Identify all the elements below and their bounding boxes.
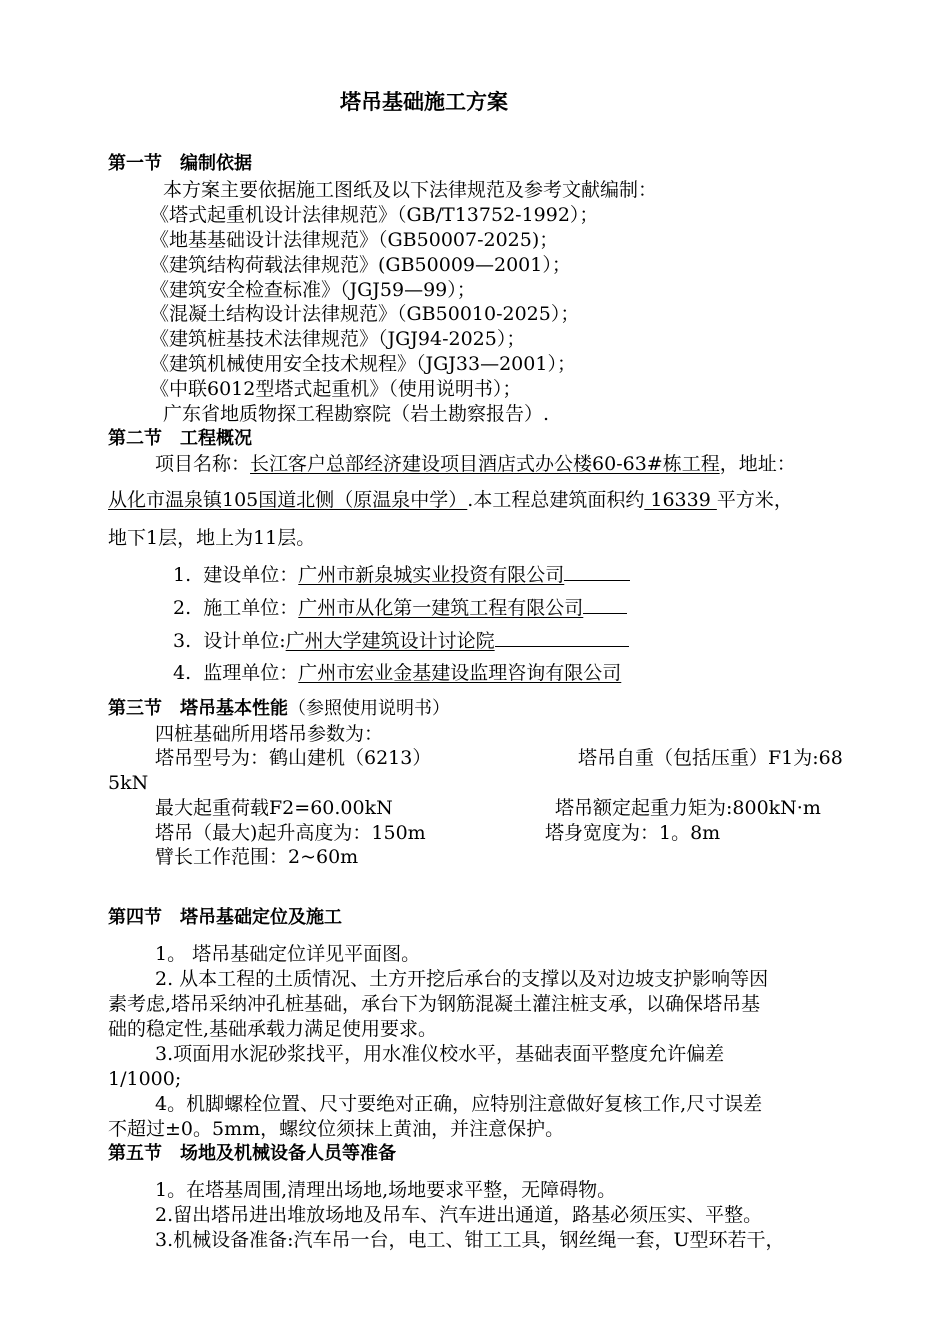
section-5-heading: 第五节 场地及机械设备人员等准备 <box>108 1143 396 1164</box>
unit-label: 建设单位： <box>203 564 299 586</box>
paragraph-line: 1。 塔吊基础定位详见平面图。 <box>155 943 421 965</box>
area-prefix: .本工程总建筑面积约 <box>467 489 645 511</box>
section-1-intro: 本方案主要依据施工图纸及以下法律规范及参考文献编制： <box>163 179 658 201</box>
reference-item: 《地基基础设计法律规范》（GB50007-2025)； <box>150 229 559 251</box>
paragraph-line: 不超过±0。5mm，螺纹位须抹上黄油，并注意保护。 <box>108 1118 565 1140</box>
paragraph-line: 础的稳定性,基础承载力满足使用要求。 <box>108 1018 438 1040</box>
unit-number: 1. <box>173 564 192 586</box>
paragraph-line: 2.留出塔吊进出堆放场地及吊车、汽车进出通道，路基必须压实、平整。 <box>155 1204 763 1226</box>
crane-arm-range: 臂长工作范围：2~60m <box>155 846 359 868</box>
params-intro: 四桩基础所用塔吊参数为： <box>155 723 384 745</box>
section-3-title: 第三节 塔吊基本性能 <box>108 698 288 719</box>
address-label: ，地址： <box>719 453 796 475</box>
unit-item <box>173 628 629 653</box>
unit-item <box>173 661 621 685</box>
unit-item <box>173 562 630 587</box>
unit-value: 广州市从化第一建筑工程有限公司 <box>298 597 584 619</box>
paragraph-line: 2. 从本工程的土质情况、土方开挖后承台的支撑以及对边坡支护影响等因 <box>155 968 769 990</box>
unit-value: 广州市宏业金基建设监理咨询有限公司 <box>298 662 622 684</box>
unit-label: 施工单位： <box>203 597 299 619</box>
unit-item <box>173 595 627 620</box>
unit-number: 4. <box>173 662 192 684</box>
section-4-heading: 第四节 塔吊基础定位及施工 <box>108 907 342 928</box>
crane-height: 塔吊（最大)起升高度为：150m <box>155 822 426 844</box>
crane-moment: 塔吊额定起重力矩为:800kN·m <box>555 797 821 819</box>
underline-blank <box>564 562 630 581</box>
unit-value: 广州大学建筑设计讨论院 <box>285 630 495 652</box>
paragraph-line: 3.机械设备准备:汽车吊一台，电工、钳工工具，钢丝绳一套，U型环若干， <box>155 1229 785 1251</box>
crane-self-weight-cont: 5kN <box>108 772 149 794</box>
crane-model: 塔吊型号为：鹤山建机（6213） <box>155 747 432 769</box>
section-1-heading: 第一节 编制依据 <box>108 153 252 174</box>
unit-value: 广州市新泉城实业投资有限公司 <box>298 564 565 586</box>
paragraph-line: 3.项面用水泥砂浆找平，用水准仪校水平，基础表面平整度允许偏差 <box>155 1043 725 1065</box>
project-label: 项目名称： <box>155 453 251 475</box>
section-3-note: （参照使用说明书） <box>288 698 450 719</box>
paragraph-line: 1。在塔基周围,清理出场地,场地要求平整，无障碍物。 <box>155 1179 617 1201</box>
unit-number: 2. <box>173 597 192 619</box>
reference-item: 《建筑安全检查标准》（JGJ59—99）； <box>150 279 476 301</box>
crane-self-weight: 塔吊自重（包括压重）F1为:68 <box>578 747 843 769</box>
unit-label: 监理单位： <box>203 662 299 684</box>
unit-number: 3. <box>173 630 192 652</box>
unit-label: 设计单位: <box>203 630 286 652</box>
reference-item: 《建筑桩基技术法律规范》（JGJ94-2025）； <box>150 328 526 350</box>
project-line <box>155 452 796 476</box>
project-name: 长江客户总部经济建设项目酒店式办公楼60-63#栋工程 <box>250 453 720 475</box>
underline-blank <box>495 628 629 647</box>
reference-item: 《中联6012型塔式起重机》（使用说明书）； <box>150 378 522 400</box>
address-line <box>108 488 793 512</box>
reference-item: 《建筑结构荷载法律规范》(GB50009—2001）； <box>150 254 571 276</box>
reference-item: 《建筑机械使用安全技术规程》（JGJ33—2001）； <box>150 353 576 375</box>
paragraph-line: 4。机脚螺栓位置、尺寸要绝对正确，应特别注意做好复核工作,尺寸误差 <box>155 1093 763 1115</box>
section-2-heading: 第二节 工程概况 <box>108 428 252 449</box>
reference-item: 广东省地质物探工程勘察院（岩土勘察报告）. <box>163 403 550 425</box>
section-3-heading <box>108 697 450 721</box>
underline-blank <box>583 595 627 614</box>
area-value: 16339 <box>644 489 717 511</box>
area-suffix: 平方米， <box>716 489 793 511</box>
reference-item: 《塔式起重机设计法律规范》（GB/T13752-1992）； <box>150 204 599 226</box>
floors-line: 地下1层，地上为11层。 <box>108 527 316 549</box>
project-address: 从化市温泉镇105国道北侧（原温泉中学） <box>108 489 468 511</box>
reference-item: 《混凝土结构设计法律规范》（GB50010-2025）； <box>150 303 580 325</box>
crane-width: 塔身宽度为：1。8m <box>545 822 721 844</box>
paragraph-line: 1/1000; <box>108 1068 182 1090</box>
paragraph-line: 素考虑,塔吊采纳冲孔桩基础，承台下为钢筋混凝土灌注桩支承，以确保塔吊基 <box>108 993 761 1015</box>
crane-max-load: 最大起重荷载F2=60.00kN <box>155 797 393 819</box>
page-title: 塔吊基础施工方案 <box>340 90 508 114</box>
